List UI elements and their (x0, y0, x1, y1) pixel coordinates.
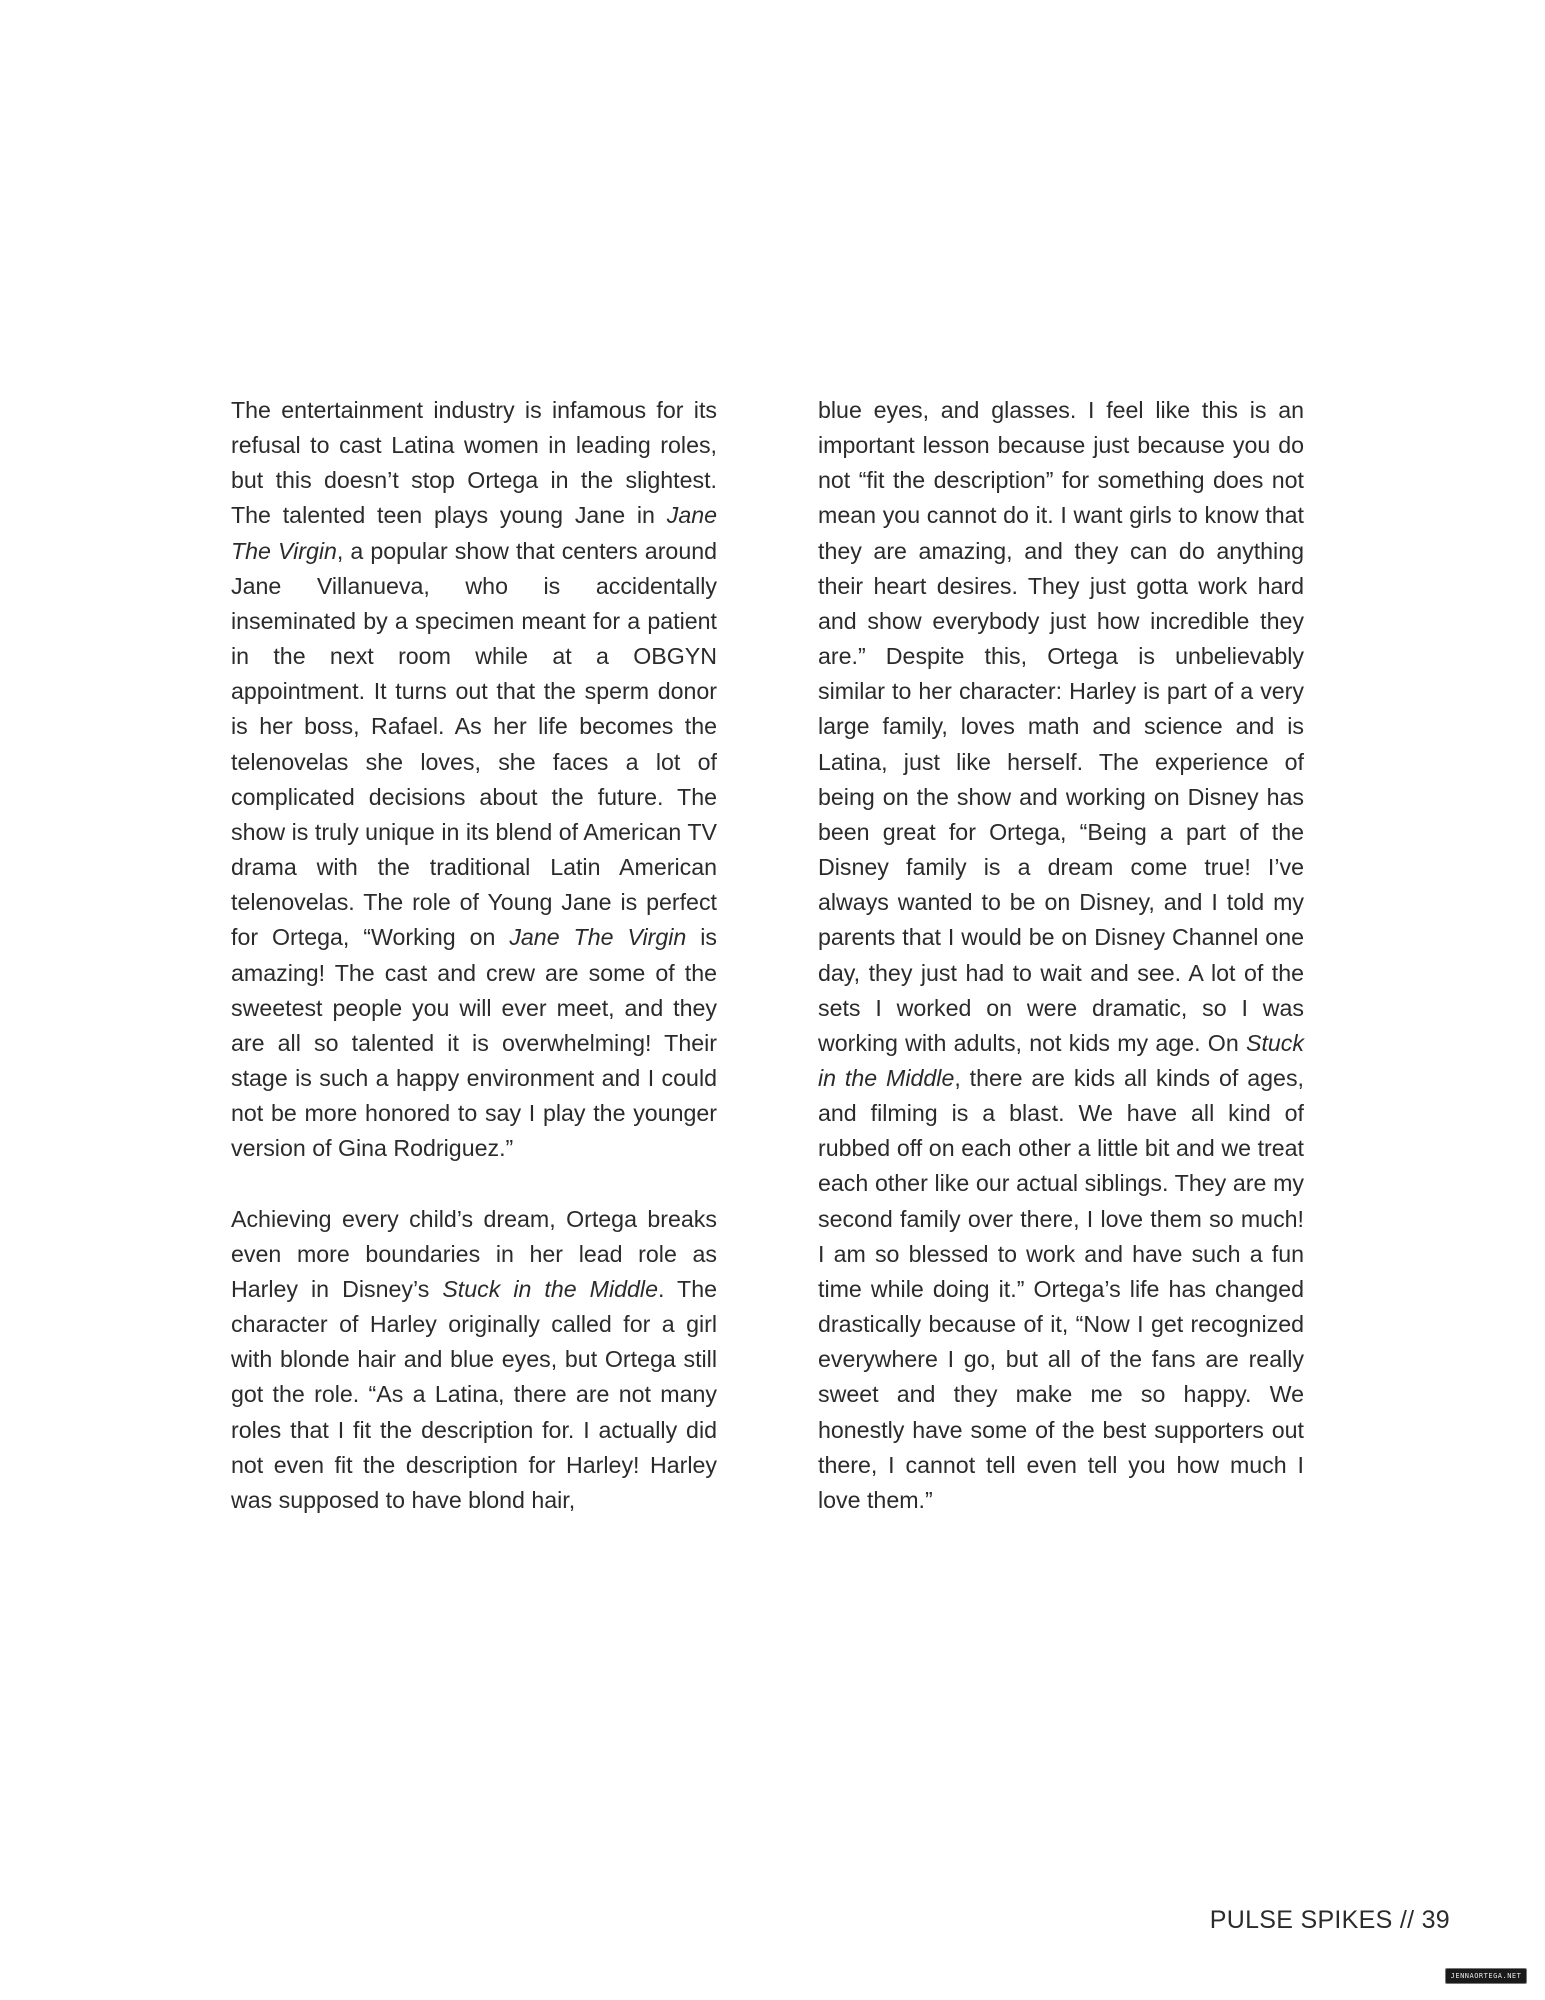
show-title: Stuck in the Middle (818, 1029, 1304, 1091)
page-folio: PULSE SPIKES // 39 (1209, 1906, 1450, 1934)
paragraph-text: is amazing! The cast and crew are some of the sweetest people you will ever meet, and they are all so talented it is overwhelming! Their stage is such a happy environment and I could not be more honored to say I play the younger version of Gina Rodriguez.” (231, 924, 718, 1162)
show-title: Jane The Virgin (509, 924, 687, 951)
paragraph-text: blue eyes, and glasses. I feel like this is an important lesson because just because you do not “fit the description” for something does not mean you cannot do it. I want girls to know that they are amazing, and they can do anything their heart desires. They just gotta work hard and show everybody just how incredible they are.” Despite this, Ortega is unbelievably similar to her character: Harley is part of a very large family, loves math and science and is Latina, just like herself. The experience of being on the show and working on Disney has been great for Ortega, “Being a part of the Disney family is a dream come true! I’ve always wanted to be on Disney, and I told my parents that I would be on Disney Channel one day, they just had to wait and see. A lot of the sets I worked on were dramatic, so I was working with adults, not kids my age. On (818, 397, 1304, 1056)
paragraph-continued (818, 393, 1304, 1518)
paragraph-text: . The character of Harley originally called for a girl with blonde hair and blue eyes, but Ortega still got the role. “As a Latina, there are not many roles that I fit the description for. I actually did not even fit the description for Harley! Harley was supposed to have blond hair, (231, 1275, 717, 1513)
watermark-badge: JENNAORTEGA.NET (1445, 1968, 1527, 1984)
paragraph-text: The entertainment industry is infamous for its refusal to cast Latina women in leading roles, but this doesn’t stop Ortega in the slightest. The talented teen plays young Jane in (231, 397, 717, 529)
paragraph-jane-the-virgin (231, 393, 717, 1166)
show-title: Stuck in the Middle (442, 1275, 658, 1302)
article-column-left (231, 393, 717, 1518)
paragraph-text: Achieving every child’s dream, Ortega breaks even more boundaries in her lead role as Harley in Disney’s (231, 1205, 717, 1302)
paragraph-text: , a popular show that centers around Jane Villanueva, who is accidentally inseminated by a specimen meant for a patient in the next room while at a OBGYN appointment. It turns out that the sperm donor is her boss, Rafael. As her life becomes the telenovelas she loves, she faces a lot of complicated decisions about the future. The show is truly unique in its blend of American TV drama with the traditional Latin American telenovelas. The role of Young Jane is perfect for Ortega, “Working on (231, 537, 718, 951)
show-title: Jane The Virgin (231, 502, 717, 564)
paragraph-text: , there are kids all kinds of ages, and filming is a blast. We have all kind of rubbed off on each other a little bit and we treat each other like our actual siblings. They are my second family over there, I love them so much! I am so blessed to work and have such a fun time while doing it.” Ortega’s life has changed drastically because of it, “Now I get recognized everywhere I go, but all of the fans are really sweet and they make me so happy. We honestly have some of the best supporters out there, I cannot tell even tell you how much I love them.” (818, 1064, 1304, 1513)
article-column-right (818, 393, 1304, 1518)
paragraph-stuck-in-the-middle (231, 1202, 717, 1518)
